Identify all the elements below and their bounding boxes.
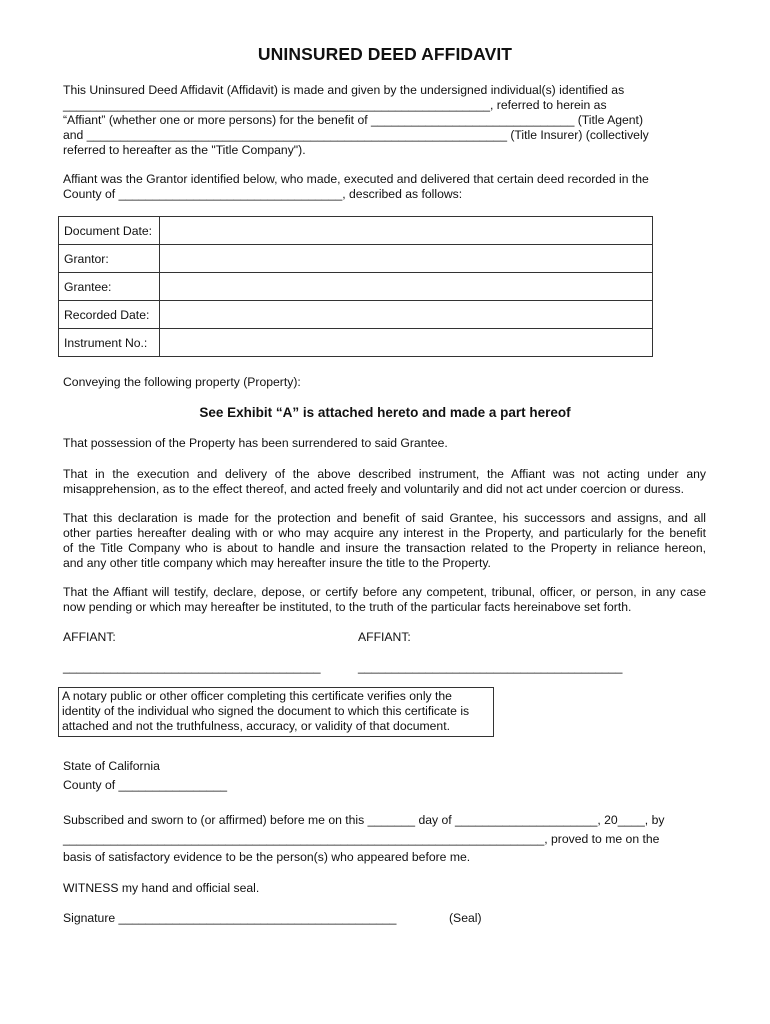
execution-paragraph [63,467,706,497]
recorded-date-field[interactable] [160,301,653,329]
grantor-line-2-tail: , described as follows: [342,187,463,201]
intro-line-5: referred to hereafter as the "Title Company"). [63,143,306,157]
grantor-line-2 [63,187,706,202]
execution-line-2: misapprehension, as to the effect thereof, and acted freely and voluntarily and did not act under coercion or duress. [63,482,685,496]
execution-line-1: That in the execution and delivery of the above described instrument, the Affiant was not acting under any [63,467,706,481]
affiant-name-blank[interactable]: _______________________________________________________________ [63,98,491,112]
title-insurer-blank[interactable]: ______________________________________________________________ [86,128,507,142]
seal-label: (Seal) [449,911,482,925]
document-title: UNINSURED DEED AFFIDAVIT [257,44,513,64]
intro-line-4-tail: (Title Insurer) (collectively [506,128,649,142]
document-date-label: Document Date: [59,217,160,245]
instrument-no-field[interactable] [160,329,653,357]
recorded-date-label: Recorded Date: [59,301,160,329]
venue-block [63,757,227,795]
table-row [59,217,653,245]
grantor-line-1: Affiant was the Grantor identified below, who made, executed and delivered that certain deed recorded in the [63,172,649,186]
testify-line-2: now pending or which may hereafter be instituted, to the truth of the particular facts hereinabove set forth. [63,600,632,614]
intro-line-4-pre: and [63,128,87,142]
grantor-field[interactable] [160,245,653,273]
declaration-paragraph [63,511,706,571]
subscribed-line-2 [63,830,706,849]
possession-text: That possession of the Property has been surrendered to said Grantee. [63,436,448,450]
testify-paragraph [63,585,706,615]
declaration-line-4: and any other title company which may hereafter insure the title to the Property. [63,556,491,570]
declaration-line-1: That this declaration is made for the protection and benefit of said Grantee, his successors and assigns, and all [63,511,706,525]
table-row [59,245,653,273]
subscribed-paragraph [63,811,706,867]
intro-line-2 [63,98,706,113]
subscribed-line-3: basis of satisfactory evidence to be the person(s) who appeared before me. [63,850,471,864]
instrument-no-label: Instrument No.: [59,329,160,357]
grantee-label: Grantee: [59,273,160,301]
state-line: State of California [63,759,160,773]
table-row [59,273,653,301]
table-row [59,301,653,329]
grantor-line-2-pre: County of [63,187,119,201]
intro-line-2-tail: , referred to herein as [490,98,607,112]
conveying-text: Conveying the following property (Property): [63,375,301,389]
grantor-label: Grantor: [59,245,160,273]
notary-notice-box [58,687,494,737]
deed-details-table [58,216,653,357]
affiant-label-right: AFFIANT: [358,630,411,644]
notary-signature-line[interactable]: Signature _________________________________________ [63,911,397,925]
subscribed-line-1[interactable]: Subscribed and sworn to (or affirmed) before me on this _______ day of _____________________, 20____, by [63,813,665,827]
witness-text: WITNESS my hand and official seal. [63,881,260,895]
intro-line-1: This Uninsured Deed Affidavit (Affidavit) is made and given by the undersigned individual(s) identified as [63,83,625,97]
declaration-line-2: other parties hereafter dealing with or who may acquire any interest in the Property, and particularly for the benefit [63,526,706,540]
subscribed-line-2-tail: , proved to me on the [544,831,660,846]
declaration-line-3: of the Title Company who is about to handle and insure the transaction related to the Property in reliance hereon, [63,541,706,555]
exhibit-heading: See Exhibit “A” is attached hereto and made a part hereof [199,405,571,420]
intro-line-3-pre: “Affiant” (whether one or more persons) for the benefit of [63,113,372,127]
title-agent-blank[interactable]: ______________________________ [371,113,575,127]
grantor-paragraph [63,172,706,202]
county-blank[interactable]: _________________________________ [118,187,343,201]
notary-notice-line-2: identity of the individual who signed the document to which this certificate is [62,704,470,718]
intro-line-3 [63,113,706,128]
notary-notice-line-1: A notary public or other officer completing this certificate verifies only the [62,689,452,703]
document-date-field[interactable] [160,217,653,245]
affiant-signature-line-left[interactable]: ______________________________________ [63,660,321,674]
testify-line-1: That the Affiant will testify, declare, depose, or certify before any competent, tribunal, officer, or person, in any case [63,585,706,599]
intro-line-4 [63,128,706,143]
table-row [59,329,653,357]
county-line[interactable]: County of ________________ [63,778,228,792]
intro-paragraph [63,83,706,158]
intro-line-3-tail: (Title Agent) [574,113,643,127]
affiant-signature-line-right[interactable]: _______________________________________ [358,660,623,674]
notary-notice-line-3: attached and not the truthfulness, accuracy, or validity of that document. [62,719,450,733]
subscriber-name-blank[interactable]: _______________________________________________________________________ [63,831,545,846]
grantee-field[interactable] [160,273,653,301]
affiant-label-left: AFFIANT: [63,630,116,644]
